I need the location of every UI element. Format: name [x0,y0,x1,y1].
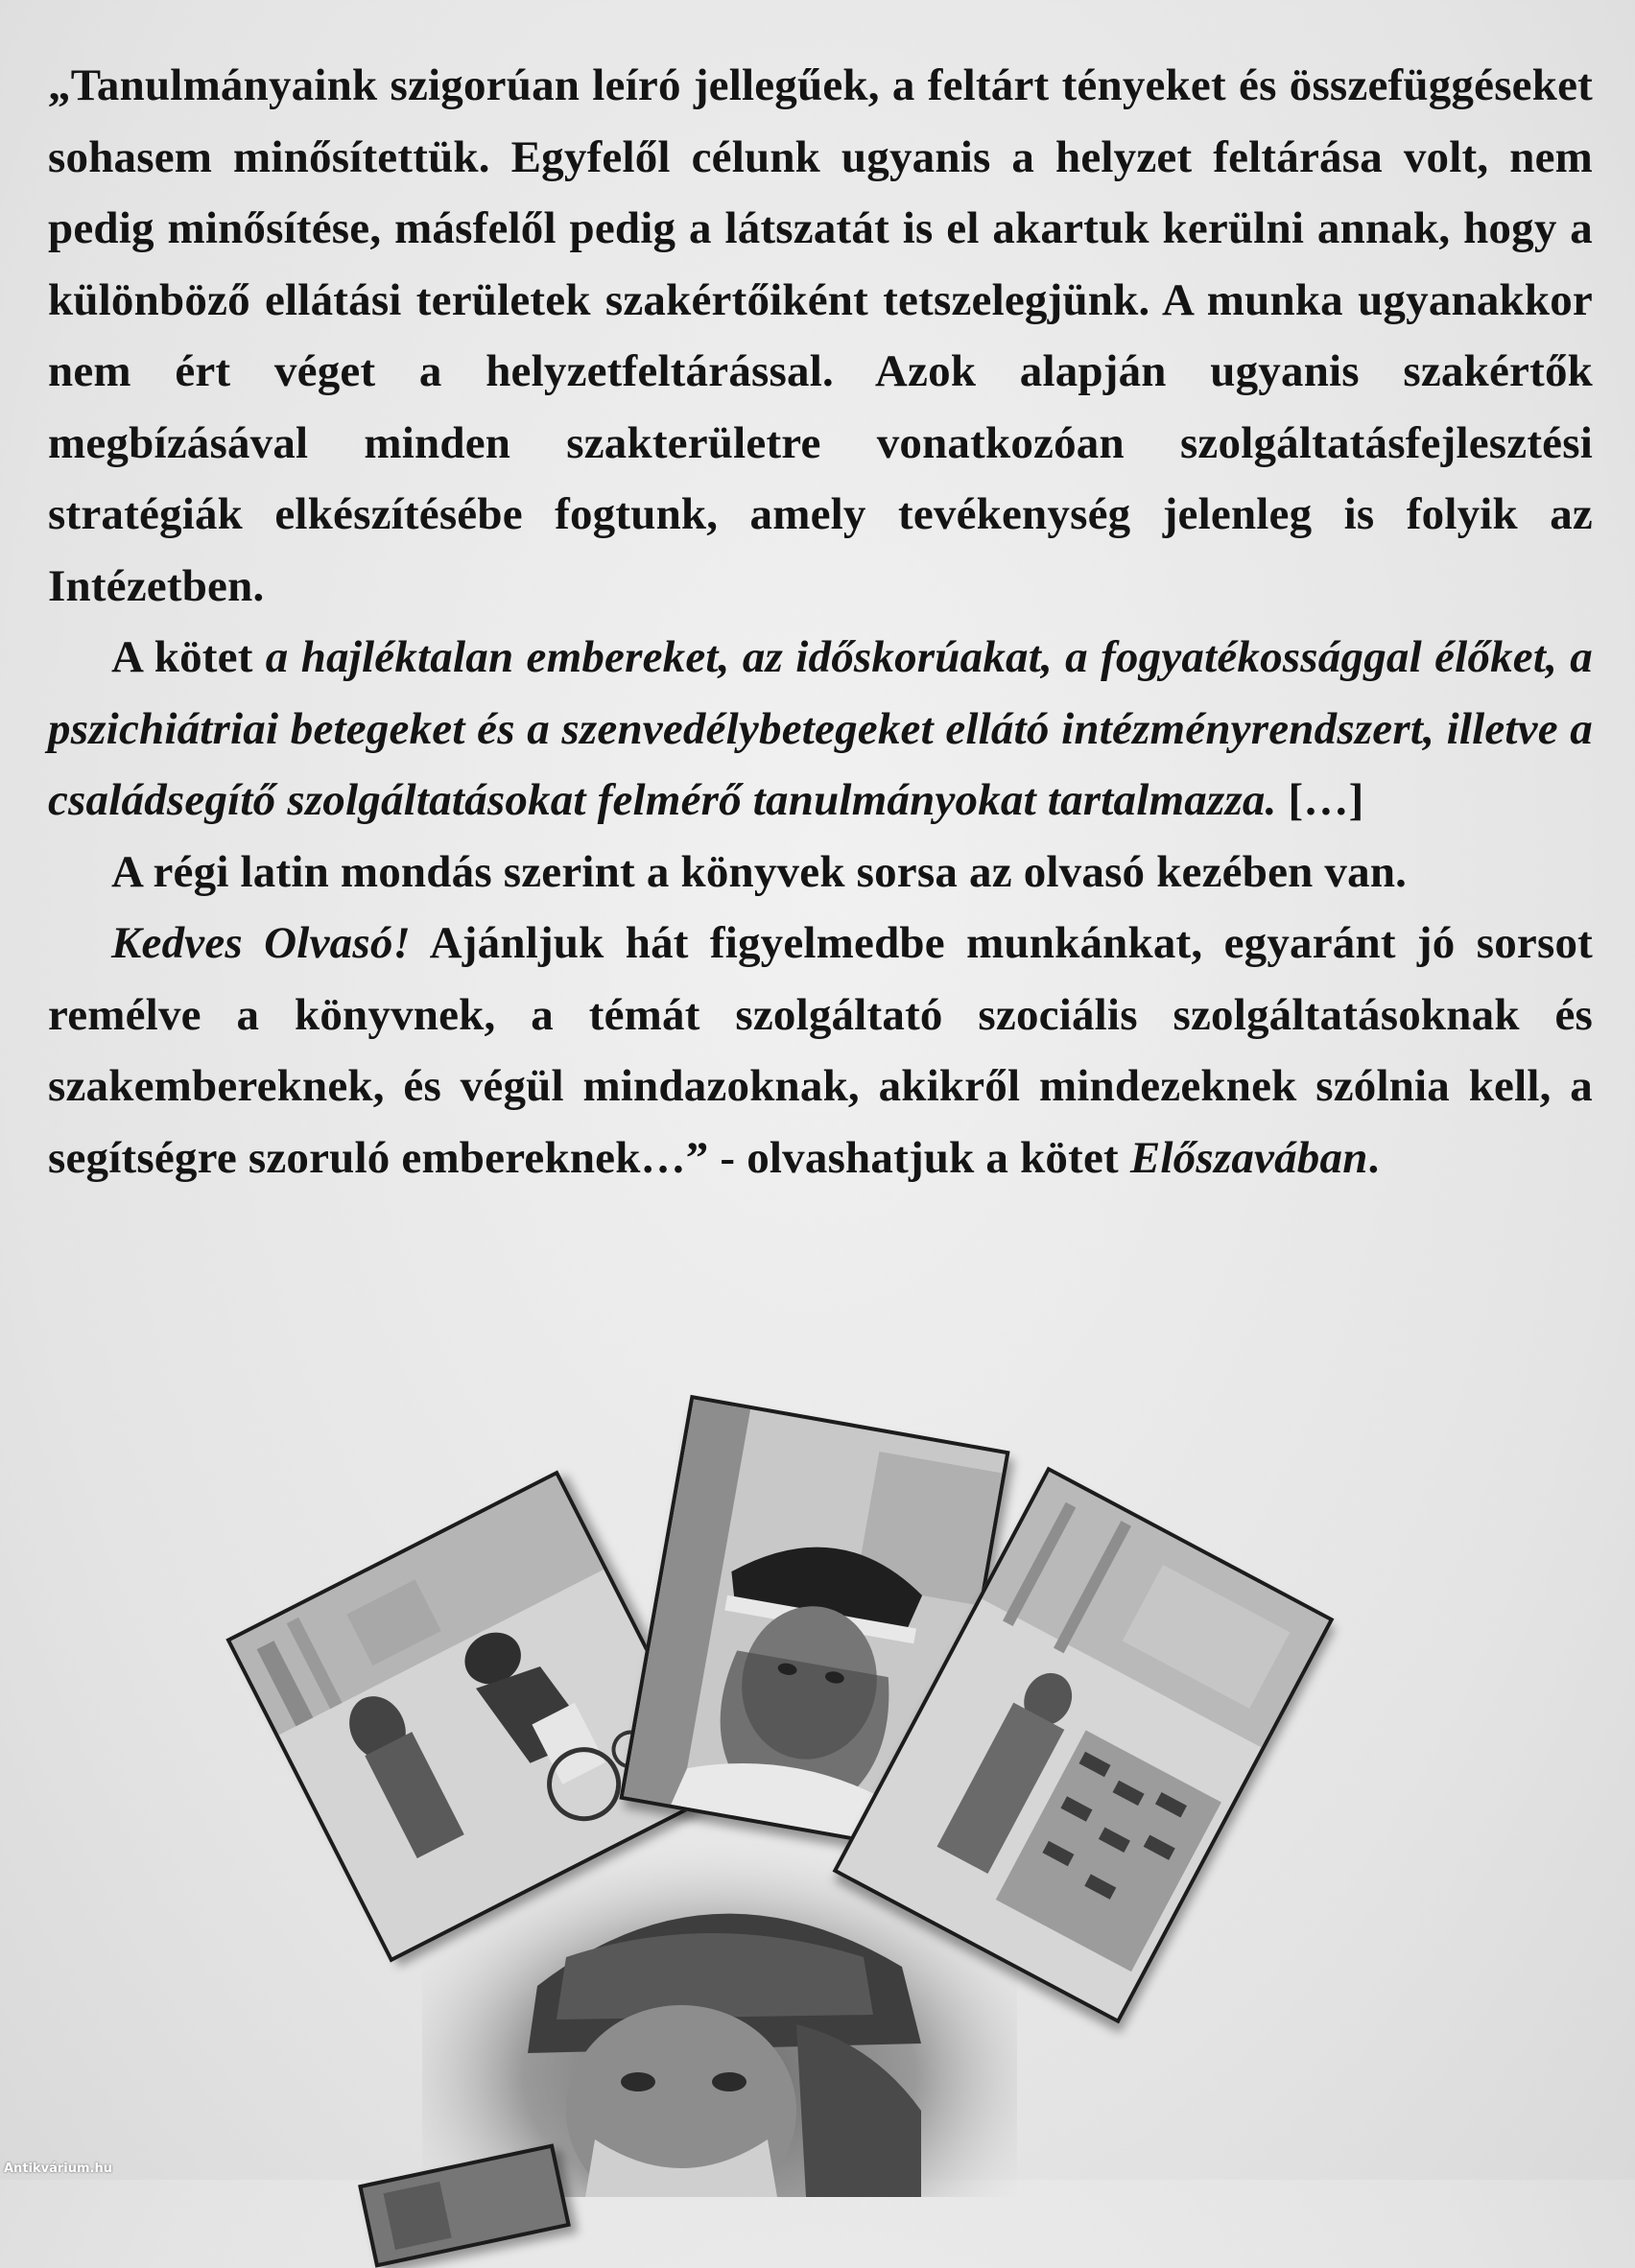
text-segment: A kötet [111,632,266,682]
text-segment: A régi latin mondás szerint a könyvek sorsa az olvasó kezében van. [111,846,1408,897]
italic-text-segment: a hajléktalan embereket, az időskorúakat, a fogyatékossággal élőket, a pszichiátriai betegeket és a szenvedélybetegeket ellátó intézményrendszert, illetve a családsegítő szolgáltatásokat felmérő tanulmányokat tartalmazza. [48,632,1593,825]
text-paragraph [48,622,1593,837]
text-segment: „Tanulmányaink szigorúan leíró jellegűek, a feltárt tényeket és összefüggéseket sohasem minősítettük. Egyfelől célunk ugyanis a helyzet feltárása volt, nem pedig minősítése, másfelől pedig a látszatát is el akartuk kerülni annak, hogy a különböző ellátási területek szakértőiként tetszelegjünk. A munka ugyanakkor nem ért véget a helyzetfeltárással. Azok alapján ugyanis szakértők megbízásával minden szakterületre vonatkozóan szolgáltatásfejlesztési stratégiák elkészítésébe fogtunk, amely tevékenység jelenleg is folyik az Intézetben. [48,60,1593,611]
photo-collage [0,1343,1635,2180]
text-segment: . [1367,1132,1380,1183]
text-paragraph [48,837,1593,909]
photo-bottom-corner [358,2143,571,2267]
text-paragraph [48,908,1593,1193]
watermark: Antikvárium.hu [4,2162,112,2176]
text-paragraph [48,50,1593,622]
text-segment: Ajánljuk hát figyelmedbe munkánkat, egyaránt jó sorsot remélve a könyvnek, a témát szolgáltató szociális szolgáltatásoknak és szakembereknek, és végül mindazoknak, akikről mindezeknek szólnia kell, a segítségre szoruló embereknek…” - olvashatjuk a kötet [48,918,1594,1183]
italic-text-segment: Kedves Olvasó! [111,918,412,968]
preface-quote-text [48,50,1593,1193]
text-segment: […] [1276,775,1364,825]
italic-text-segment: Előszavában [1129,1132,1368,1183]
